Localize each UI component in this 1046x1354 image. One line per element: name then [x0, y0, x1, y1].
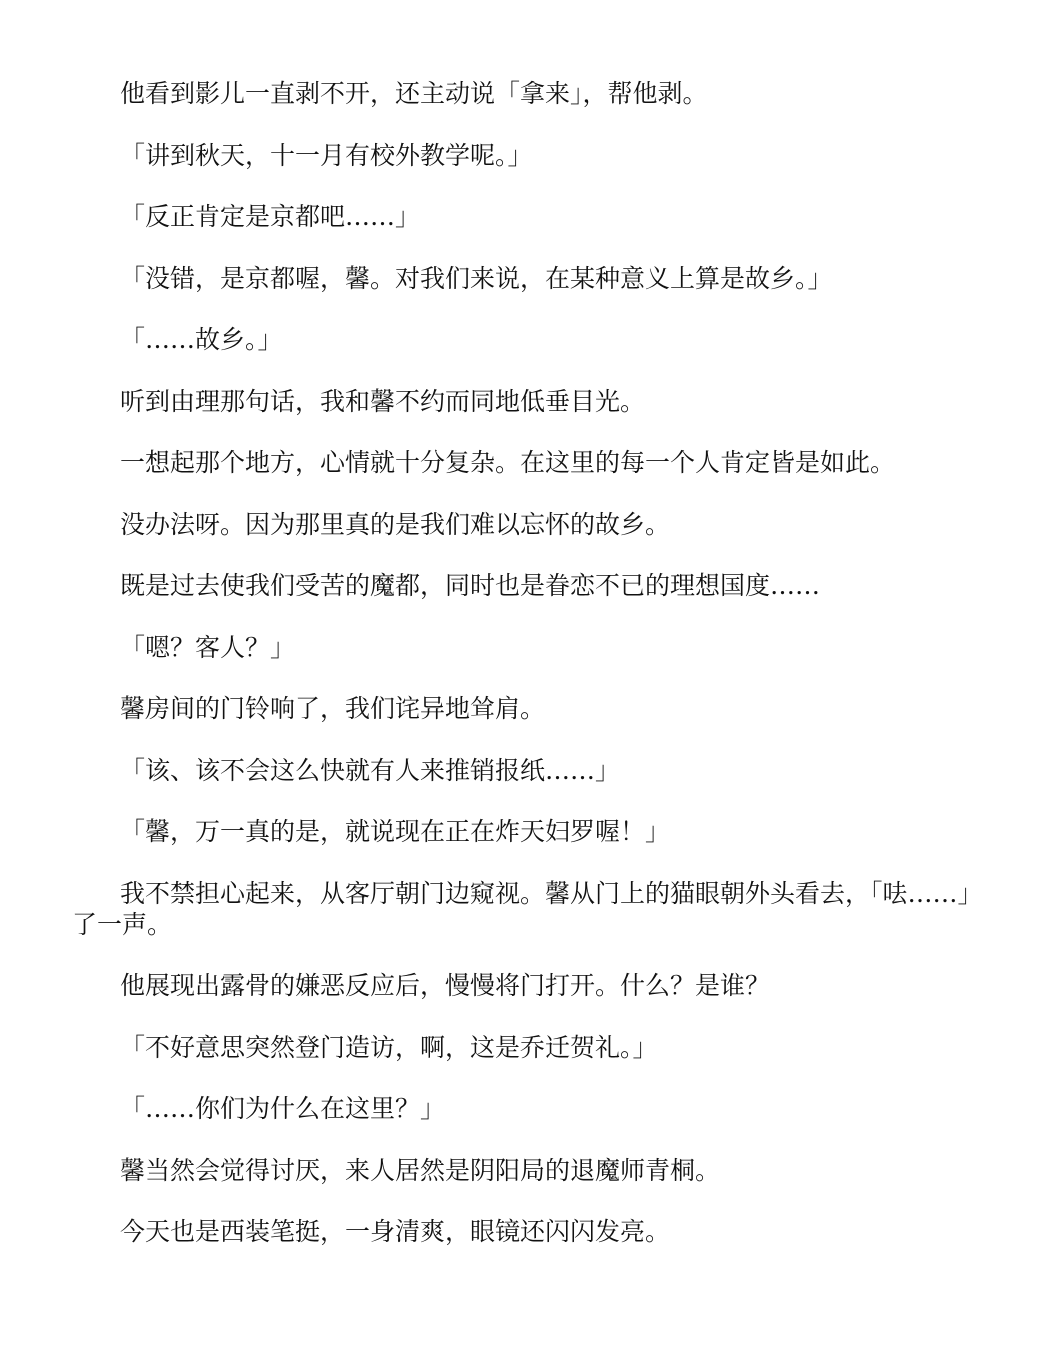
- paragraph: 「不好意思突然登门造访，啊，这是乔迁贺礼。」: [120, 1032, 658, 1062]
- paragraph: 他看到影儿一直剥不开，还主动说「拿来」，帮他剥。: [120, 79, 708, 108]
- paragraph: 既是过去使我们受苦的魔都，同时也是眷恋不已的理想国度……: [120, 571, 821, 600]
- paragraph: 听到由理那句话，我和馨不约而同地低垂目光。: [120, 386, 646, 416]
- paragraph: 馨房间的门铃响了，我们诧异地耸肩。: [120, 694, 546, 723]
- paragraph: 没办法呀。因为那里真的是我们难以忘怀的故乡。: [120, 509, 671, 539]
- paragraph: 他展现出露骨的嫌恶反应后，慢慢将门打开。什么？是谁？: [120, 971, 771, 1000]
- paragraph: 「反正肯定是京都吧……」: [120, 202, 421, 231]
- paragraph: 「该、该不会这么快就有人来推销报纸……」: [120, 755, 621, 785]
- paragraph: 「没错，是京都喔，馨。对我们来说，在某种意义上算是故乡。」: [120, 263, 833, 293]
- paragraph: 「……你们为什么在这里？」: [120, 1094, 446, 1123]
- paragraph: 今天也是西装笔挺，一身清爽，眼镜还闪闪发亮。: [120, 1217, 671, 1246]
- paragraph: 「讲到秋天，十一月有校外教学呢。」: [120, 140, 533, 170]
- paragraph: 我不禁担心起来，从客厅朝门边窥视。馨从门上的猫眼朝外头看去，「呿……」了一声。: [72, 878, 983, 939]
- paragraph: 「馨，万一真的是，就说现在正在炸天妇罗喔！」: [120, 817, 671, 846]
- paragraph: 「……故乡。」: [120, 325, 283, 354]
- paragraph: 一想起那个地方，心情就十分复杂。在这里的每一个人肯定皆是如此。: [120, 448, 896, 477]
- paragraph: 馨当然会觉得讨厌，来人居然是阴阳局的退魔师青桐。: [120, 1155, 721, 1185]
- paragraph: 「嗯？客人？」: [120, 632, 296, 662]
